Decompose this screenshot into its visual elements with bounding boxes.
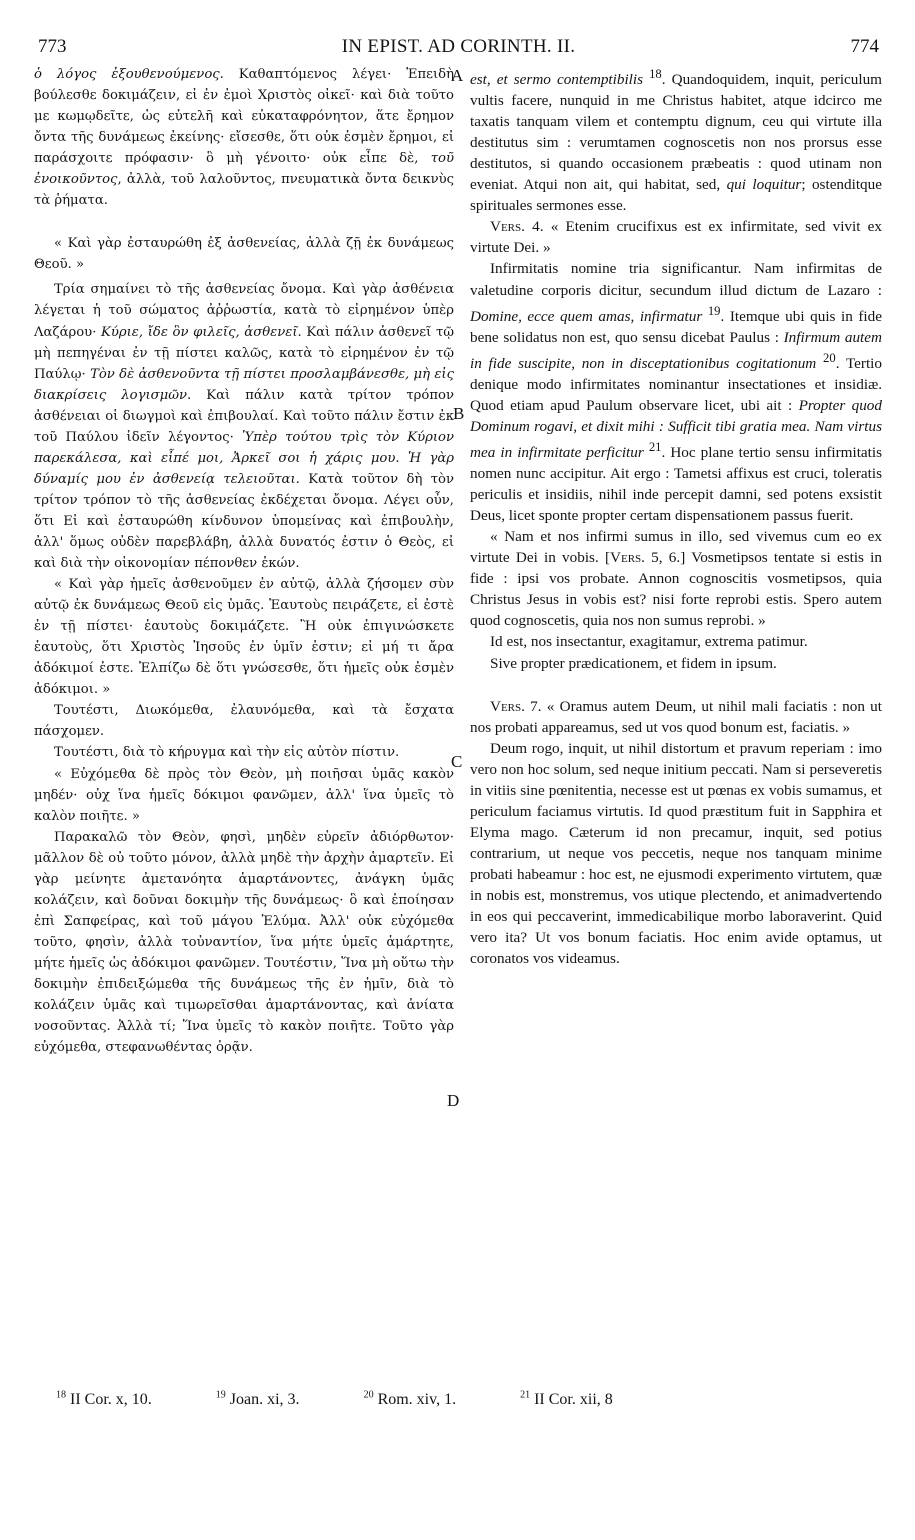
verse-number: Vers. 4.: [490, 218, 544, 236]
verse-number: Vers. 5, 6.: [610, 549, 681, 567]
greek-italic: τοῦ ἐνοικοῦντος: [34, 151, 454, 188]
greek-column: [34, 64, 454, 1058]
latin-column: [470, 64, 882, 969]
greek-paragraph: [34, 279, 454, 574]
latin-italic: Propter quod Dominum rogavi, et dixit mihi : Sufficit tibi gratia mea. Nam virtus mea in infirmitate perficitur: [470, 396, 882, 462]
footnote-ref: 20: [823, 350, 836, 365]
latin-italic: est, et sermo contemptibilis: [470, 71, 644, 89]
greek-paragraph: Παρακαλῶ τὸν Θεὸν, φησὶ, μηδὲν εὑρεῖν ἀδιόρθωτον· μᾶλλον δὲ οὐ τοῦτο μόνον, ἀλλὰ μηδὲ τὴν ἀρχὴν ἁμαρτεῖν. Εἰ γὰρ μείνητε ἀμετανόητα ἁμαρτάνοντες, ἀνάγκη ὑμᾶς κολάζειν, καὶ δοῦναι δοκιμὴν τῆς δυνάμεως· ὃ καὶ ἐποίησαν ἐπὶ Σαπφείρας, καὶ τοῦ μάγου Ἐλύμα. Ἀλλ' οὐκ εὐχόμεθα τοῦτο, φησὶν, ἀλλὰ τοὐναντίον, ἵνα μήτε ὑμεῖς ἁμάρτητε, μήτε ἡμεῖς ὡς ἀδόκιμοι φανῶμεν. Τουτέστιν, Ἵνα μὴ οὕτω τὴν δοκιμὴν ἐπιδειξώμεθα τῆς δυνάμεως τῆς ἐν ἡμῖν, διὰ τὸ κολάζειν ὑμᾶς καὶ τιμωρεῖσθαι ἁμαρτάνοντας, καὶ ἀνίατα νοσοῦντας. Ἀλλὰ τί; Ἵνα ὑμεῖς τὸ κακὸν ποιῆτε. Τοῦτο γὰρ εὐχόμεθα, στεφανωθέντας ὁρᾷν.: [34, 829, 454, 1056]
greek-paragraph: Τουτέστι, διὰ τὸ κήρυγμα καὶ τὴν εἰς αὐτὸν πίστιν.: [54, 745, 400, 761]
latin-text: . Tertio denique modo infirmitates nominantur insectationes et insidiæ. Quod etiam apud Paulum observare licet, ubi ait :: [470, 354, 882, 414]
latin-text: ; ostenditque spirituales sermones esse.: [470, 176, 882, 215]
latin-paragraph: [470, 64, 882, 216]
footnote: [216, 1391, 330, 1408]
margin-marker-a: A: [451, 66, 464, 85]
footnote-number: 18: [56, 1390, 66, 1401]
footnote-text: Rom. xiv, 1.: [377, 1391, 457, 1409]
latin-italic: Infirmum autem in fide suscipite, non in disceptationibus cogitationum: [470, 328, 882, 372]
latin-verse: [470, 216, 882, 258]
latin-text: . Hoc plane tertio sensu infirmitatis nomen nunc accipitur. Ait ergo : Tametsi affixus est cruci, toleratis periculis et insidiis, nihil inde percepit damni, sed potens exsistit Deus, licet sponte propter certam dispensationem passus fuerit.: [470, 444, 883, 525]
footnote-text: II Cor. xii, 8: [534, 1391, 613, 1409]
greek-italic: ὁ λόγος ἐξουθενούμενος.: [34, 67, 224, 82]
latin-verse: [470, 696, 882, 738]
running-title: IN EPIST. AD CORINTH. II.: [341, 36, 576, 57]
page-number-right: 774: [850, 36, 879, 57]
margin-marker-b: B: [453, 404, 465, 423]
latin-paragraph: Id est, nos insectantur, exagitamur, extrema patimur.: [490, 633, 808, 651]
greek-text: Τρία σημαίνει τὸ τῆς ἀσθενείας ὄνομα. Καὶ γὰρ ἀσθένεια λέγεται ἡ τοῦ σώματος ἀῤῥωστία, κατὰ τὸ εἰρημένον ὑπὲρ Λαζάρου·: [34, 282, 454, 340]
latin-verse: [470, 526, 882, 631]
page-number-left: 773: [38, 36, 67, 57]
greek-text: . Καὶ πάλιν κατὰ τρίτον τρόπον ἀσθένειαι οἱ διωγμοὶ καὶ ἐπιβουλαί. Καὶ τοῦτο πάλιν ἔστιν ἐκ τοῦ Παύλου ἰδεῖν λέγοντος·: [34, 387, 454, 445]
latin-paragraph: Sive propter prædicationem, et fidem in ipsum.: [490, 654, 777, 672]
greek-text: . Καὶ πάλιν ἀσθενεῖ τῷ μὴ πεπηγέναι ἐν τῇ πίστει καλῶς, κατὰ τὸ εἰρημένον ἐν τῷ Παύλῳ·: [34, 324, 454, 382]
latin-text: « Nam et nos infirmi sumus in illo, sed vivemus cum eo ex virtute Dei in vobis. [: [470, 528, 882, 567]
greek-text: . Κατὰ τοῦτον δὴ τὸν τρίτον τρόπον τὸ τῆς ἀσθενείας ἐκδέχεται ὄνομα. Λέγει οὖν, ὅτι Εἰ καὶ ἐσταυρώθη κίνδυνον ὑπομείνας καὶ ἐπιβουλὴν, ἀλλ' ὅμως οὐδὲν παρεβλάβη, ἀλλὰ δυνατός ἐστιν ὁ Θεὸς, εἰ καὶ διὰ τὴν οἰκονομίαν πέπονθεν ἐκών.: [34, 471, 454, 572]
verse-number: Vers. 7.: [490, 697, 542, 715]
latin-paragraph: Deum rogo, inquit, ut nihil distortum et pravum reperiam : imo vero non hoc solum, sed neque initium peccati. Nam si perseveretis in vitiis sine pœnitentia, necesse est ut pœnas ex vobis sumamus, et periculum faciamus virtutis. Id quod præstitum fuit in Sapphira et Elyma mago. Cæterum id non precamur, inquit, sed potius contrarium, ut neque vos peccetis, neque nos tanquam minime probati habeamur : hoc est, ne ejusmodi experimento virtutem, quæ in nobis est, monstremus, vos utique plectendo, et animadvertendo in eos qui peccaverint, immedicabilique morbo laboraverint. Quid vero ita? Ut vos bonum faciatis. Hoc enim avide optamus, ut coronatos vos videamus.: [470, 739, 882, 968]
footnote-number: 20: [363, 1390, 374, 1401]
footnote-text: II Cor. x, 10.: [70, 1391, 152, 1409]
latin-italic: Domine, ecce quem amas, infirmatur: [470, 307, 703, 325]
greek-italic: Τὸν δὲ ἀσθενοῦντα τῇ πίστει προσλαμβάνεσθε, μὴ εἰς διακρίσεις λογισμῶν: [34, 366, 454, 403]
margin-marker-c: C: [451, 752, 463, 771]
greek-italic: Ὑπὲρ τούτου τρὶς τὸν Κύριον παρεκάλεσα, καὶ εἶπέ μοι, Ἀρκεῖ σοι ἡ χάρις μου. Ἡ γὰρ δύναμίς μου ἐν ἀσθενείᾳ τελειοῦται: [34, 429, 455, 487]
greek-verse: « Εὐχόμεθα δὲ πρὸς τὸν Θεὸν, μὴ ποιῆσαι ὑμᾶς κακὸν μηδέν· οὐχ ἵνα ἡμεῖς δόκιμοι φανῶμεν, ἀλλ' ἵνα ὑμεῖς τὸ καλὸν ποιῆτε. »: [34, 766, 454, 824]
footnote: [520, 1391, 643, 1408]
footnote-number: 19: [215, 1390, 226, 1401]
latin-text: . Itemque ubi quis in fide bene solidatus non est, quo sensu dicebat Paulus :: [470, 307, 882, 346]
latin-text: « Etenim crucifixus est ex infirmitate, sed vivit ex virtute Dei. »: [470, 218, 882, 257]
greek-verse: « Καὶ γὰρ ἡμεῖς ἀσθενοῦμεν ἐν αὐτῷ, ἀλλὰ ζήσομεν σὺν αὐτῷ ἐκ δυνάμεως Θεοῦ εἰς ὑμᾶς. Ἑαυτοὺς πειράζετε, εἰ ἐστὲ ἐν τῇ πίστει· ἑαυτοὺς δοκιμάζετε. Ἢ οὐκ ἐπιγινώσκετε ἑαυτοὺς, ὅτι Χριστὸς Ἰησοῦς ἐν ὑμῖν ἐστιν; εἰ μή τι ἄρα ἀδόκιμοί ἐστε. Ἐλπίζω δὲ ὅτι γνώσεσθε, ὅτι ἡμεῖς οὐκ ἐσμὲν ἀδόκιμοι. »: [34, 577, 454, 698]
footnote-text: Joan. xi, 3.: [229, 1391, 300, 1409]
footnote-ref: 19: [707, 303, 721, 318]
latin-text: « Oramus autem Deum, ut nihil mali faciatis : non ut nos probati appareamus, sed ut vos quod bonum est, faciatis. »: [470, 697, 882, 736]
greek-text: Καθαπτόμενος λέγει· Ἐπειδὴ βούλεσθε δοκιμάζειν, εἰ ἐν ἐμοὶ Χριστὸς οἰκεῖ· καὶ διὰ τοῦτο με κωμῳδεῖτε, ὡς εὐτελῆ καὶ εὐκαταφρόνητον, ἅτε ἔρημον ὄντα τῆς δυνάμεως ἐκείνης· εἴσεσθε, ὅτι οὐκ ἐσμὲν ἔρημοι, εἰ παράσχοιτε πρόφασιν· ὃ μὴ γένοιτο· οὐκ εἶπε δὲ,: [34, 67, 455, 167]
latin-text: Infirmitatis nomine tria significantur. Nam infirmitas de valetudine corporis dicitur, secundum illud dictum de Lazaro :: [470, 260, 882, 299]
footnote-ref: 18: [649, 67, 662, 81]
footnote: [364, 1391, 487, 1408]
greek-text: , ἀλλὰ, τοῦ λαλοῦντος, πνευματικὰ ὄντα δεικνὺς τὰ ῥήματα.: [34, 172, 454, 209]
running-header: [38, 36, 879, 64]
footnotes: [56, 1390, 885, 1409]
footnote: [56, 1391, 182, 1408]
latin-italic: qui loquitur: [726, 176, 802, 194]
margin-marker-d: D: [447, 1091, 460, 1110]
greek-paragraph: Τουτέστι, Διωκόμεθα, ἐλαυνόμεθα, καὶ τὰ ἔσχατα πάσχομεν.: [34, 703, 454, 740]
greek-verse: « Καὶ γὰρ ἐσταυρώθη ἐξ ἀσθενείας, ἀλλὰ ζῇ ἐκ δυνάμεως Θεοῦ. »: [34, 236, 454, 273]
latin-text: ] Vosmetipsos tentate si estis in fide : ipsi vos probate. Annon cognoscitis vosmetipsos, quia Christus Jesus in vobis est? nisi forte reprobi estis. Spero autem quod cognoscetis, quia nos non sumus reprobi. »: [470, 549, 882, 630]
footnote-ref: 21: [648, 439, 662, 454]
latin-paragraph: [470, 258, 882, 526]
greek-italic: Κύριε, ἴδε ὃν φιλεῖς, ἀσθενεῖ: [101, 324, 298, 340]
greek-paragraph: [34, 64, 454, 211]
latin-text: . Quandoquidem, inquit, periculum vultis facere, nunquid in me Christus habitet, atque idcirco me taxatis tanquam vilem et contemptu dignum, ceu qui virtute illa destitutus sim : verumtamen cognoscetis non nos prorsus esse destitutos, si quando occasionem præbeatis : quod utinam non eveniat. Atqui non ait, qui habitat, sed,: [470, 71, 883, 194]
footnote-number: 21: [520, 1390, 531, 1401]
